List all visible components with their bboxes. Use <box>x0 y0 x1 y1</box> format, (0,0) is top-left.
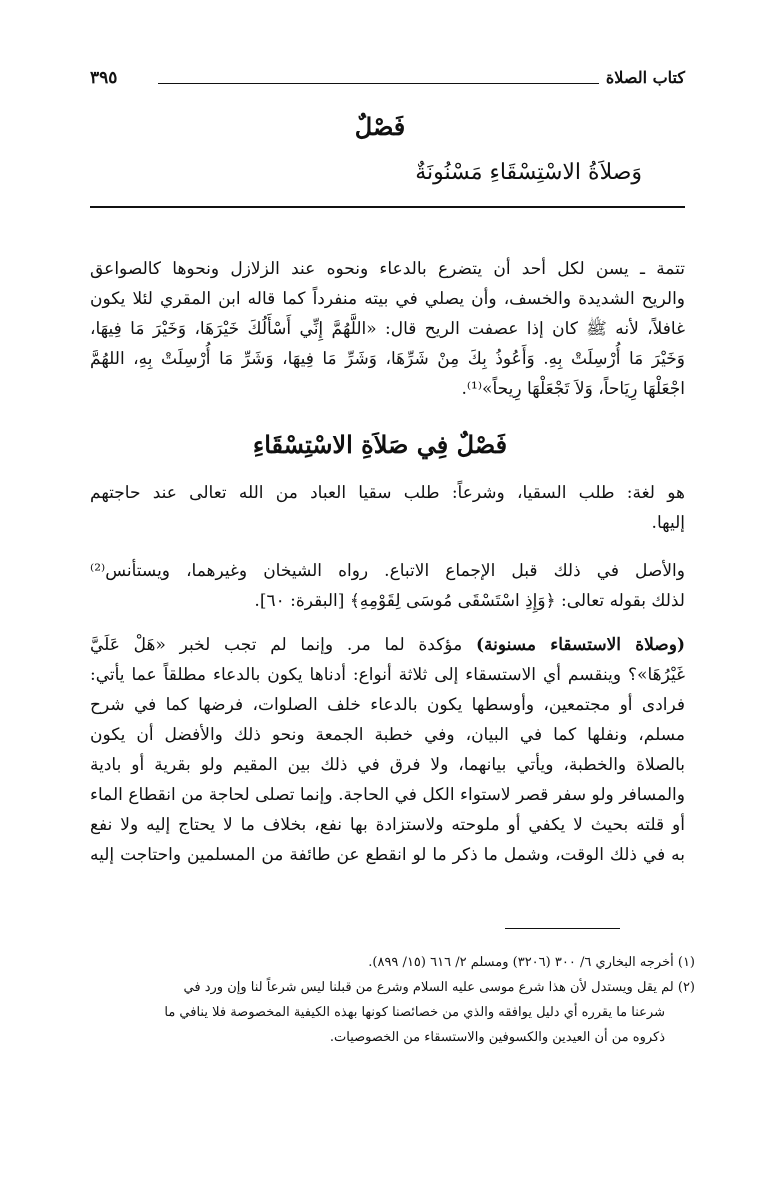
book-title: كتاب الصلاة <box>605 68 685 87</box>
text-line: أو قلته بحيث لا يكفي أو ملوحته ولاستزادة بها نفع، بخلاف ما لا يحتاج إليه ولا نفع <box>90 815 685 835</box>
text-fragment: مؤكدة لما مر. وإنما لم تجب لخبر «هَلْ عَلَيَّ <box>90 635 476 655</box>
chapter-heading: فَصْلٌ <box>354 112 406 141</box>
text-line: غافلاً، لأنه ﷺ كان إذا عصفت الريح قال: «اللَّهُمَّ إِنِّي أَسْأَلُكَ خَيْرَهَا، وَخَيْرَ مَا فِيهَا، <box>90 319 685 339</box>
text-line: بالصلاة والخطبة، ويأتي بيانهما، ولا فرق في ذلك بين المقيم ولو بقرية أو بادية <box>90 755 685 775</box>
running-header <box>90 66 685 94</box>
footnote-separator <box>505 928 620 929</box>
text-line: وَخَيْرَ مَا أُرْسِلَتْ بِهِ. وَأَعُوذُ بِكَ مِنْ شَرِّهَا، وَشَرِّ مَا فِيهَا، وَشَرِّ مَا أُرْسِلَتْ بِهِ، اللهُمَّ <box>90 349 685 369</box>
text-line: والأصل في ذلك قبل الإجماع الاتباع. رواه الشيخان وغيرهما، ويستأنس⁽²⁾ <box>90 561 685 581</box>
text-line: به في ذلك الوقت، وشمل ما ذكر ما لو انقطع عن طائفة من المسلمين واحتاجت إليه <box>90 845 685 865</box>
text-line <box>90 630 685 660</box>
section-title: فَصْلٌ فِي صَلاَةِ الاسْتِسْقَاءِ <box>252 430 508 459</box>
text-line: والريح الشديدة والخسف، وأن يصلي في بيته منفرداً كما قاله ابن المقري لئلا يكون <box>90 289 685 309</box>
definition-paragraph <box>90 478 685 538</box>
header-rule <box>158 83 599 84</box>
text-line: لذلك بقوله تعالى: ﴿وَإِذِ اسْتَسْقَى مُوسَى لِقَوْمِهِ﴾ [البقرة: ٦٠]. <box>254 591 685 611</box>
text-line: إليها. <box>651 513 685 533</box>
footnote-2-continued: شرعنا ما يقرره أي دليل يوافقه والذي من خصائصنا كونها بهذه الكيفية المخصوصة فلا ينافي ما <box>164 1005 665 1020</box>
text-line: غَيْرُهَا»؟ وينقسم أي الاستسقاء إلى ثلاثة أنواع: أدناها يكون بالدعاء مطلقاً عما يأتي: <box>90 665 685 685</box>
footnotes <box>90 950 695 1050</box>
matn-bold-lead: (وصلاة الاستسقاء مسنونة) <box>475 635 685 655</box>
matn-divider <box>90 206 685 208</box>
text-line: اجْعَلْهَا رِيَاحاً، وَلاَ تَجْعَلْهَا رِيحاً»⁽¹⁾. <box>461 379 685 399</box>
text-line: مسلم، ونفلها كما في البيان، وفي خطبة الجمعة ونحو ذلك والأفضل أن يكون <box>90 725 685 745</box>
origin-paragraph <box>90 556 685 616</box>
main-paragraph <box>90 630 685 870</box>
footnote-2-continued: ذكروه من أن العيدين والكسوفين والاستسقاء من الخصوصيات. <box>329 1030 665 1045</box>
text-line: هو لغة: طلب السقيا، وشرعاً: طلب سقيا العباد من الله تعالى عند حاجتهم <box>90 483 685 503</box>
text-line: تتمة ـ يسن لكل أحد أن يتضرع بالدعاء ونحوه عند الزلازل ونحوها كالصواعق <box>90 259 685 279</box>
footnote-2: (٢) لم يقل ويستدل لأن هذا شرع موسى عليه السلام وشرع من قبلنا ليس شرعاً لنا وإن ورد في <box>183 980 695 995</box>
text-line: والمسافر ولو سفر قصر لاستواء الكل في الحاجة. وإنما تصلى لحاجة من انقطاع الماء <box>90 785 685 805</box>
text-line: فرادى أو مجتمعين، وأوسطها يكون بالدعاء خلف الصلوات، فرضها كما في شرح <box>90 695 685 715</box>
footnote-1: (١) أخرجه البخاري ٦/ ٣٠٠ (٣٢٠٦) ومسلم ٢/ ٦١٦ (١٥/ ٨٩٩). <box>368 955 695 970</box>
matn-text: وَصلاَةُ الاسْتِسْقَاءِ مَسْنُونَةٌ <box>415 160 642 185</box>
page-number: ٣٩٥ <box>90 68 118 88</box>
intro-paragraph <box>90 254 685 404</box>
